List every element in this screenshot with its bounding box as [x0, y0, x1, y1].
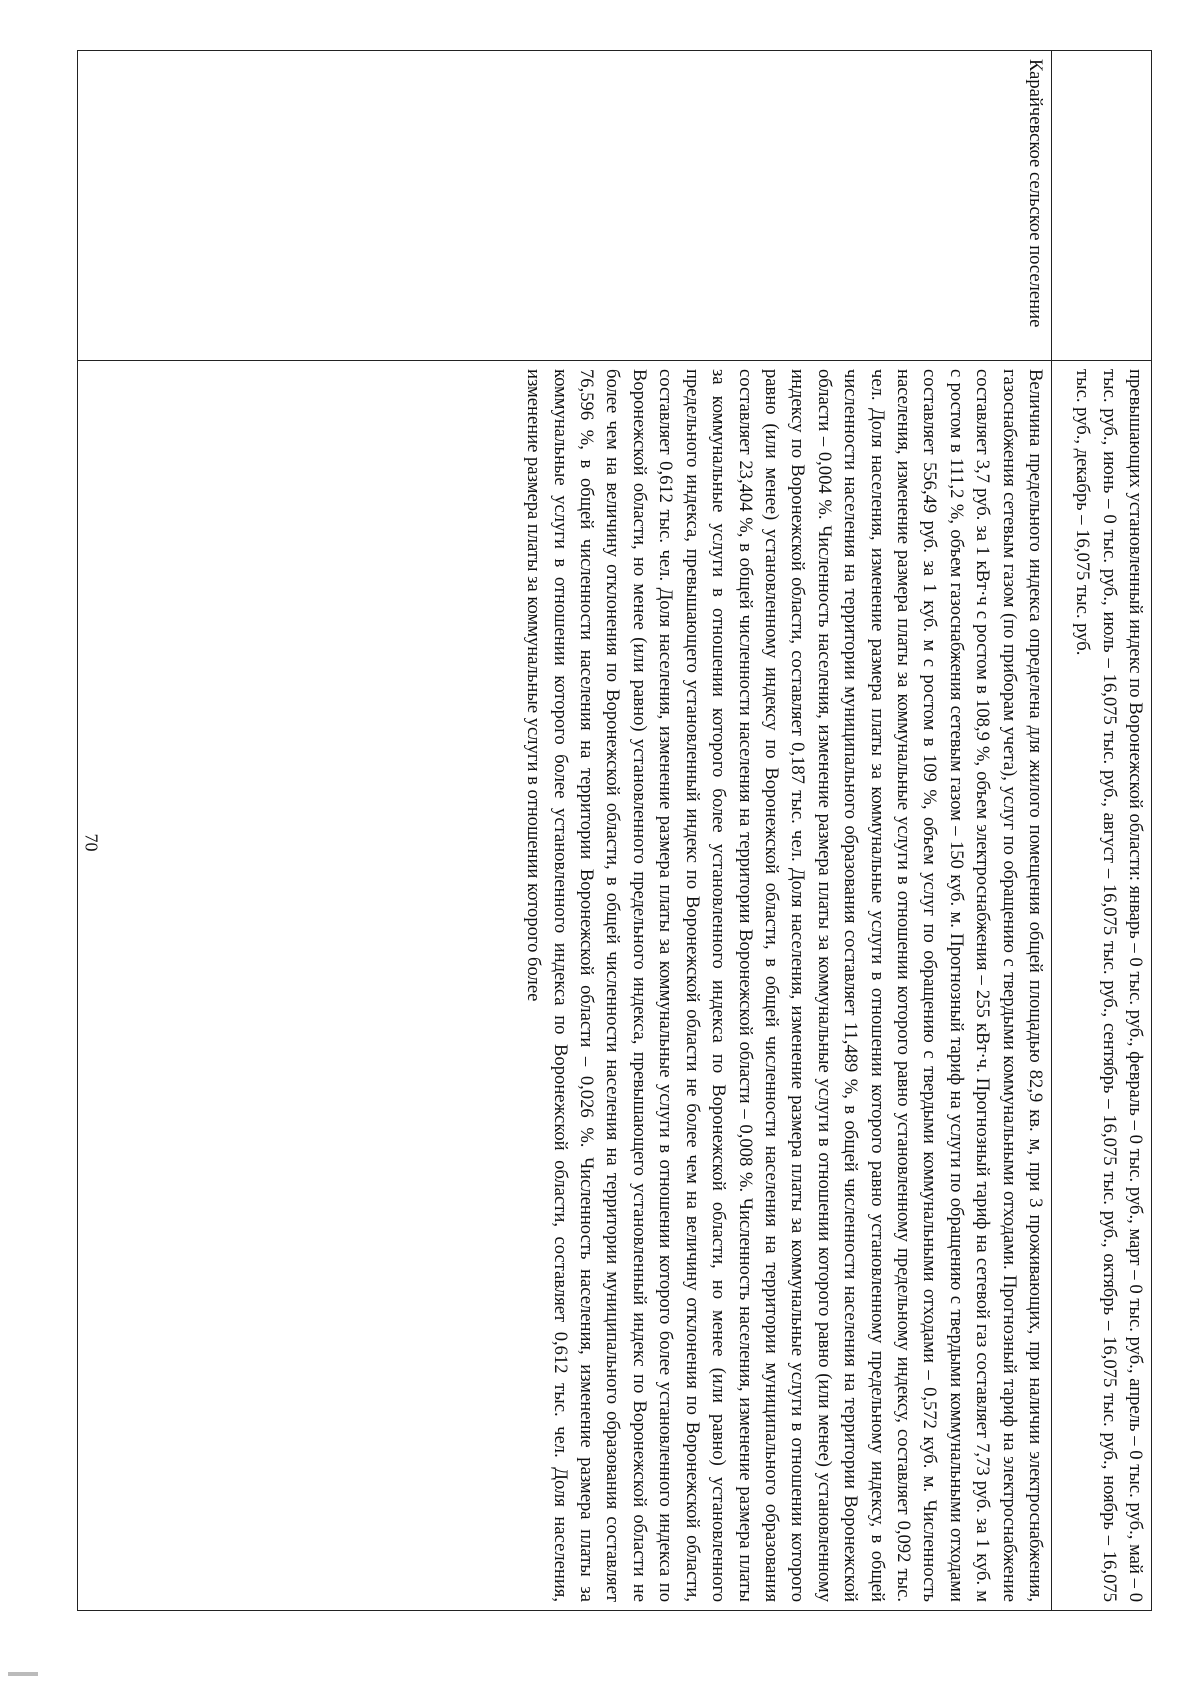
data-table — [77, 50, 1152, 1611]
description-cell — [78, 361, 1052, 1611]
table-row — [78, 51, 1052, 1611]
table-row — [1052, 51, 1152, 1611]
municipality-name-cell — [78, 51, 1052, 361]
rotated-page-content — [57, 50, 1152, 1610]
scan-edge-mark — [8, 1672, 38, 1676]
description-text: превышающих установленный индекс по Воронежской области: январь – 0 тыс. руб., февраль – 0 тыс. руб., март – 0 тыс. руб., апрель – 0 тыс. руб., май – 0 тыс. руб., июнь – 0 тыс. руб., июль – 16,075 тыс. руб., август – 16,075 тыс. руб., сентябрь – 16,075 тыс. руб., октябрь – 16,075 тыс. руб., ноябрь – 16,075 тыс. руб., декабрь – 16,075 тыс. руб. — [1072, 369, 1146, 1602]
municipality-name-cell — [1052, 51, 1152, 361]
description-cell — [1052, 361, 1152, 1611]
page-number: 70 — [81, 833, 102, 852]
description-text: Величина предельного индекса определена для жилого помещения общей площадью 82,9 кв. м, при 3 проживающих, при наличии электроснабжения, газоснабжения сетевым газом (по приборам учета), услуг по обращению с твердыми коммунальными отходами. Прогнозный тариф на электроснабжение составляет 3,7 руб. за 1 кВт·ч с ростом в 108,9 %, объем электроснабжения – 255 кВт·ч. Прогнозный тариф на сетевой газ составляет 7,73 руб. за 1 куб. м с ростом в 111,2 %, объем газоснабжения сетевым газом – 150 куб. м. Прогнозный тариф на услуги по обращению с твердыми коммунальными отходами составляет 556,49 руб. за 1 куб. м с ростом в 109 %, объем услуг по обращению с твердыми коммунальными отходами – 0,572 куб. м. Численность населения, изменение размера платы за коммунальные услуги в отношении которого равно установленному предельному индексу, составляет 0,092 тыс. чел. Доля населения, изменение размера платы за коммунальные услуги в отношении которого равно установленному предельному индексу, в общей численности населения на территории муниципального образования составляет 11,489 %, в общей численности населения на территории Воронежской области – 0,004 %. Численность населения, изменение размера платы за коммунальные услуги в отношении которого равно (или менее) установленному индексу по Воронежской области, составляет 0,187 тыс. чел. Доля населения, изменение размера платы за коммунальные услуги в отношении которого равно (или менее) установленному индексу по Воронежской области, в общей численности населения на территории муниципального образования составляет 23,404 %, в общей численности населения на территории Воронежской области – 0,008 %. Численность населения, изменение размера платы за коммунальные услуги в отношении которого более установленного индекса по Воронежской области, но менее (или равно) установленного предельного индекса, превышающего установленный индекс по Воронежской области не более чем на величину отклонения по Воронежской области, составляет 0,612 тыс. чел. Доля населения, изменение размера платы за коммунальные услуги в отношении которого более установленного индекса по Воронежской области, но менее (или равно) установленного предельного индекса, превышающего установленный индекс по Воронежской области не более чем на величину отклонения по Воронежской области, в общей численности населения на территории муниципального образования составляет 76,596 %, в общей численности населения на территории Воронежской области – 0,026 %. Численность населения, изменение размера платы за коммунальные услуги в отношении которого более установленного индекса по Воронежской области, составляет 0,612 тыс. чел. Доля населения, изменение размера платы за коммунальные услуги в отношении которого более — [523, 369, 1046, 1602]
municipality-name: Карайчевское сельское поселение — [1025, 59, 1046, 328]
